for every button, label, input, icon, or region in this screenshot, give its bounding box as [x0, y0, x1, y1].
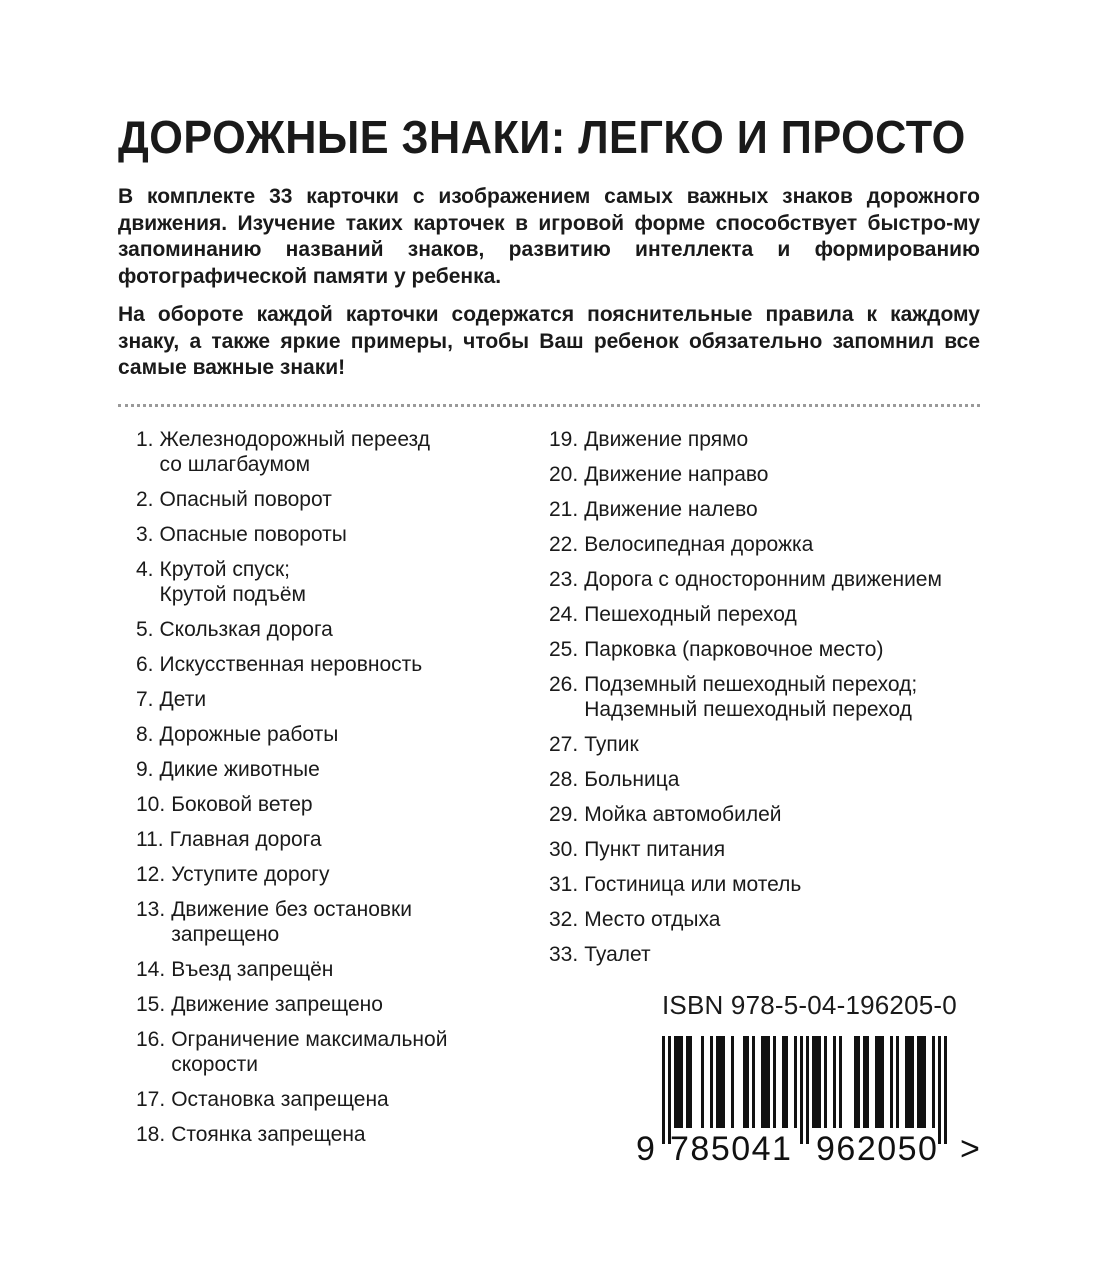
barcode-first-digit: 9 [636, 1130, 655, 1166]
sign-name: Уступите дорогу [171, 863, 330, 886]
barcode-bar [824, 1036, 827, 1128]
sign-list-item [549, 602, 999, 627]
barcode-bar [731, 1036, 734, 1128]
barcode-bar [833, 1036, 836, 1128]
sign-name: Подземный пешеходный переход; Надземный пешеходный переход [584, 673, 918, 721]
sign-name: Боковой ветер [171, 793, 313, 816]
barcode-bar [896, 1036, 899, 1128]
sign-number: 22. [549, 533, 579, 556]
barcode-bar [866, 1036, 869, 1128]
barcode-bar [920, 1036, 923, 1128]
sign-number: 21. [549, 498, 579, 521]
sign-list-item [549, 837, 999, 862]
barcode-bar [875, 1036, 878, 1128]
barcode-bar [761, 1036, 764, 1128]
sign-list-item [136, 827, 536, 852]
sign-list-item [549, 942, 999, 967]
barcode-bar [881, 1036, 884, 1128]
sign-number: 26. [549, 673, 579, 696]
sign-name: Пешеходный переход [584, 603, 797, 626]
barcode-bar [923, 1036, 926, 1128]
sign-number: 2. [136, 488, 154, 511]
sign-number: 24. [549, 603, 579, 626]
sign-list-item [136, 992, 536, 1017]
sign-list-item [136, 522, 536, 547]
sign-number: 4. [136, 558, 154, 581]
sign-name: Парковка (парковочное место) [584, 638, 884, 661]
barcode-right-digits: 962050 [816, 1130, 939, 1166]
sign-list-item [136, 1087, 536, 1112]
sign-number: 17. [136, 1088, 166, 1111]
sign-list-item [549, 802, 999, 827]
barcode-bar [815, 1036, 818, 1128]
barcode-bar [716, 1036, 719, 1128]
barcode-bar [917, 1036, 920, 1128]
sign-name: Дети [159, 688, 207, 711]
barcode-bar [674, 1036, 677, 1128]
sign-number: 8. [136, 723, 154, 746]
sign-list-item [136, 427, 536, 477]
sign-name: Пункт питания [584, 838, 726, 861]
sign-name: Искусственная неровность [159, 653, 423, 676]
sign-list-item [136, 757, 536, 782]
sign-number: 9. [136, 758, 154, 781]
sign-list-item [136, 652, 536, 677]
barcode-bar [938, 1036, 941, 1144]
barcode-bar [806, 1036, 809, 1144]
sign-name: Движение без остановки запрещено [171, 898, 412, 946]
sign-name: Велосипедная дорожка [584, 533, 814, 556]
sign-list-item [136, 557, 536, 607]
barcode-bar [911, 1036, 914, 1128]
sign-number: 20. [549, 463, 579, 486]
sign-list-item [549, 637, 999, 662]
sign-list-item [549, 732, 999, 757]
sign-number: 32. [549, 908, 579, 931]
dotted-divider [118, 404, 980, 407]
barcode-bar [905, 1036, 908, 1128]
sign-list-item [136, 897, 536, 947]
sign-list-item [136, 957, 536, 982]
sign-number: 33. [549, 943, 579, 966]
sign-number: 29. [549, 803, 579, 826]
sign-name: Движение запрещено [171, 993, 383, 1016]
barcode-bar [722, 1036, 725, 1128]
barcode-bar [890, 1036, 893, 1128]
barcode-bar [794, 1036, 797, 1128]
sign-number: 14. [136, 958, 166, 981]
page-title: ДОРОЖНЫЕ ЗНАКИ: ЛЕГКО И ПРОСТО [118, 111, 966, 163]
barcode-bar [932, 1036, 935, 1128]
sign-list-item [549, 427, 999, 452]
barcode-bar [854, 1036, 857, 1128]
sign-name: Дорожные работы [159, 723, 339, 746]
sign-number: 31. [549, 873, 579, 896]
sign-list-item [549, 497, 999, 522]
sign-list-item [136, 1122, 536, 1147]
sign-name: Дикие животные [159, 758, 320, 781]
barcode-bar [680, 1036, 683, 1128]
sign-name: Больница [584, 768, 680, 791]
barcode-bar [710, 1036, 713, 1128]
sign-name: Мойка автомобилей [584, 803, 782, 826]
isbn-barcode [636, 1028, 988, 1166]
sign-list-item [136, 792, 536, 817]
sign-number: 19. [549, 428, 579, 451]
barcode-bar [767, 1036, 770, 1128]
sign-name: Ограничение максимальной скорости [171, 1028, 448, 1076]
sign-number: 12. [136, 863, 166, 886]
barcode-bar [719, 1036, 722, 1128]
sign-number: 1. [136, 428, 154, 451]
barcode-bar [701, 1036, 704, 1128]
sign-name: Остановка запрещена [171, 1088, 389, 1111]
barcode-bar [944, 1036, 947, 1144]
sign-list-item [136, 487, 536, 512]
cover-back [118, 108, 980, 407]
sign-name: Движение направо [584, 463, 769, 486]
barcode-bar [839, 1036, 842, 1128]
barcode-bar [773, 1036, 776, 1128]
barcode-bar [668, 1036, 671, 1144]
sign-number: 3. [136, 523, 154, 546]
sign-number: 30. [549, 838, 579, 861]
sign-name: Движение налево [584, 498, 758, 521]
sign-number: 5. [136, 618, 154, 641]
sign-list-item [136, 687, 536, 712]
sign-list-item [549, 767, 999, 792]
sign-name: Туалет [584, 943, 651, 966]
sign-name: Стоянка запрещена [171, 1123, 366, 1146]
description-paragraph: В комплекте 33 карточки с изображением самых важных знаков дорожного движения. Изучение таких карточек в игровой форме способствует быстро-му запоминанию названий знаков, развитию интеллекта и формированию фотографической памяти у ребенка. [118, 185, 980, 288]
sign-number: 28. [549, 768, 579, 791]
barcode-bar [764, 1036, 767, 1128]
sign-list-item [136, 1027, 536, 1077]
barcode-left-digits: 785041 [670, 1130, 793, 1166]
barcode-bar [746, 1036, 749, 1128]
sign-list-item [549, 567, 999, 592]
sign-name: Тупик [584, 733, 639, 756]
barcode-bar [785, 1036, 788, 1128]
sign-name: Железнодорожный переезд со шлагбаумом [159, 428, 430, 476]
signs-list-left [136, 427, 536, 1157]
sign-number: 11. [136, 828, 164, 851]
sign-name: Главная дорога [169, 828, 322, 851]
sign-list-item [549, 672, 999, 722]
barcode-bar [686, 1036, 689, 1128]
barcode-bar [752, 1036, 755, 1128]
barcode-bar [800, 1036, 803, 1144]
sign-number: 13. [136, 898, 166, 921]
sign-name: Движение прямо [584, 428, 749, 451]
description-paragraph: На обороте каждой карточки содержатся пояснительные правила к каждому знаку, а также яркие примеры, чтобы Ваш ребенок обязательно запомнил все самые важные знаки! [118, 303, 980, 379]
sign-name: Скользкая дорога [159, 618, 333, 641]
barcode-bar [743, 1036, 746, 1128]
sign-name: Место отдыха [584, 908, 721, 931]
barcode-bar [908, 1036, 911, 1128]
sign-list-item [549, 907, 999, 932]
sign-list-item [136, 722, 536, 747]
barcode-bar [812, 1036, 815, 1128]
barcode-bar [782, 1036, 785, 1128]
sign-list-item [549, 462, 999, 487]
sign-list-item [549, 532, 999, 557]
sign-name: Крутой спуск; Крутой подъём [159, 558, 306, 606]
barcode-bar [878, 1036, 881, 1128]
sign-number: 18. [136, 1123, 166, 1146]
barcode-quiet-zone-mark: > [960, 1130, 980, 1166]
barcode-bar [818, 1036, 821, 1128]
sign-number: 23. [549, 568, 579, 591]
sign-list-item [136, 862, 536, 887]
sign-number: 27. [549, 733, 579, 756]
sign-name: Гостиница или мотель [584, 873, 802, 896]
sign-number: 25. [549, 638, 579, 661]
sign-name: Въезд запрещён [171, 958, 334, 981]
sign-number: 7. [136, 688, 154, 711]
isbn-label: ISBN 978-5-04-196205-0 [662, 990, 957, 1020]
barcode-bar [677, 1036, 680, 1128]
sign-name: Дорога с односторонним движением [584, 568, 942, 591]
sign-number: 6. [136, 653, 154, 676]
barcode-bar [863, 1036, 866, 1128]
barcode-bar [689, 1036, 692, 1128]
barcode-bar [662, 1036, 665, 1144]
sign-number: 16. [136, 1028, 166, 1051]
barcode-bars [662, 1036, 947, 1144]
sign-list-item [549, 872, 999, 897]
sign-list-item [136, 617, 536, 642]
signs-list-right [549, 427, 999, 977]
sign-name: Опасный поворот [159, 488, 332, 511]
sign-number: 15. [136, 993, 166, 1016]
barcode-bar [857, 1036, 860, 1128]
sign-name: Опасные повороты [159, 523, 347, 546]
sign-number: 10. [136, 793, 166, 816]
